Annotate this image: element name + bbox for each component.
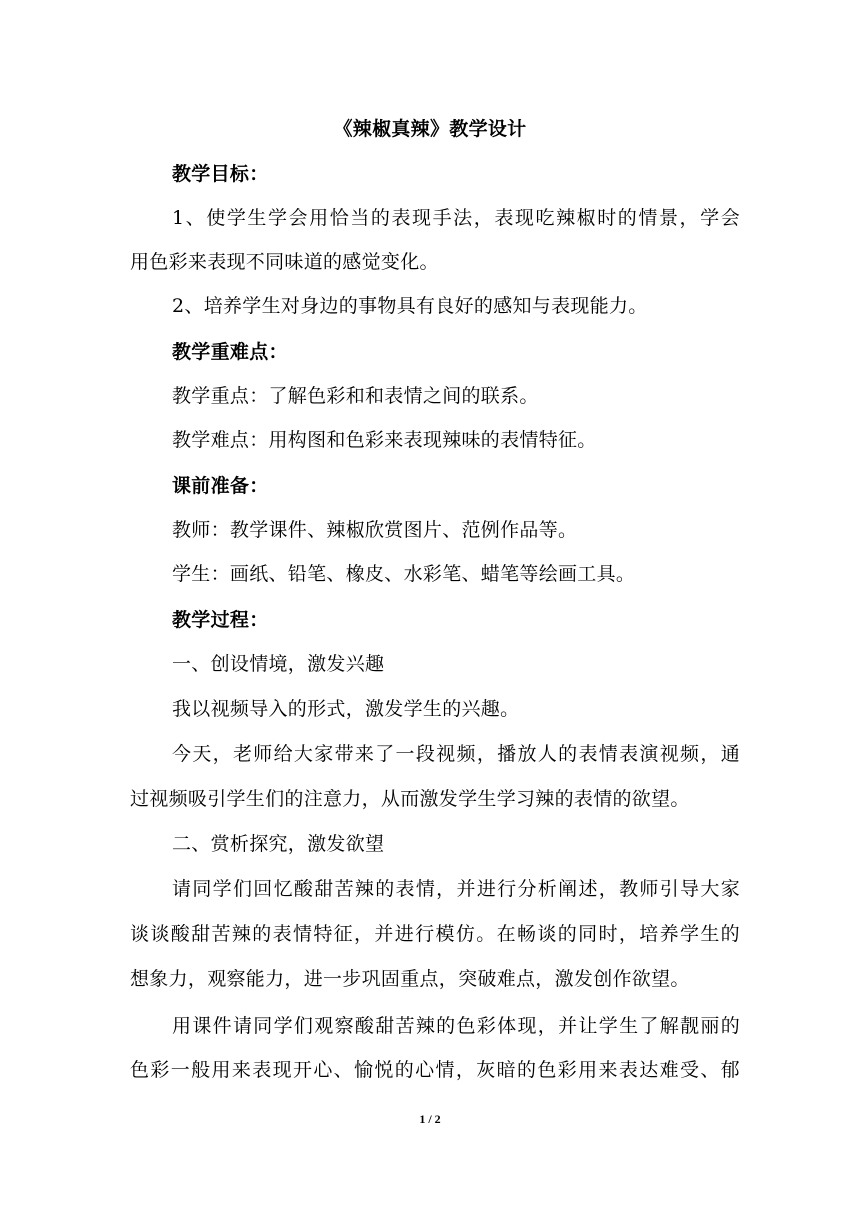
page-number: 1 / 2: [419, 1112, 441, 1126]
objective-1-line-1: 1、使学生学会用恰当的表现手法，表现吃辣椒时的情景，学会: [172, 207, 740, 229]
document-title: 《辣椒真辣》教学设计: [333, 118, 527, 140]
section-1-paragraph-1: 我以视频导入的形式，激发学生的兴趣。: [172, 698, 520, 720]
objective-2: 2、培养学生对身边的事物具有良好的感知与表现能力。: [172, 295, 648, 317]
heading-objectives: 教学目标：: [172, 163, 269, 185]
section-2-paragraph-1-line-3: 想象力，观察能力，进一步巩固重点，突破难点，激发创作欲望。: [130, 968, 690, 990]
key-point: 教学重点：了解色彩和和表情之间的联系。: [172, 385, 539, 407]
section-2-paragraph-1-line-2: 谈谈酸甜苦辣的表情特征，并进行模仿。在畅谈的同时，培养学生的: [130, 923, 740, 945]
heading-key-points: 教学重难点：: [172, 341, 288, 363]
section-2-paragraph-2-line-2: 色彩一般用来表现开心、愉悦的心情，灰暗的色彩用来表达难受、郁: [130, 1059, 740, 1081]
difficult-point: 教学难点：用构图和色彩来表现辣味的表情特征。: [172, 429, 597, 451]
preparation-student: 学生：画纸、铅笔、橡皮、水彩笔、蜡笔等绘画工具。: [172, 563, 636, 585]
section-1-paragraph-2-line-2: 过视频吸引学生们的注意力，从而激发学生学习辣的表情的欲望。: [130, 788, 690, 810]
objective-1-line-2: 用色彩来表现不同味道的感觉变化。: [130, 251, 439, 273]
preparation-teacher: 教师：教学课件、辣椒欣赏图片、范例作品等。: [172, 519, 578, 541]
heading-process: 教学过程：: [172, 609, 269, 631]
section-2-paragraph-2-line-1: 用课件请同学们观察酸甜苦辣的色彩体现，并让学生了解靓丽的: [172, 1015, 740, 1037]
section-1-title: 一、创设情境，激发兴趣: [172, 653, 385, 675]
heading-preparation: 课前准备：: [172, 475, 269, 497]
section-2-title: 二、赏析探究，激发欲望: [172, 833, 385, 855]
section-2-paragraph-1-line-1: 请同学们回忆酸甜苦辣的表情，并进行分析阐述，教师引导大家: [172, 878, 740, 900]
section-1-paragraph-2-line-1: 今天，老师给大家带来了一段视频，播放人的表情表演视频，通: [172, 743, 740, 765]
